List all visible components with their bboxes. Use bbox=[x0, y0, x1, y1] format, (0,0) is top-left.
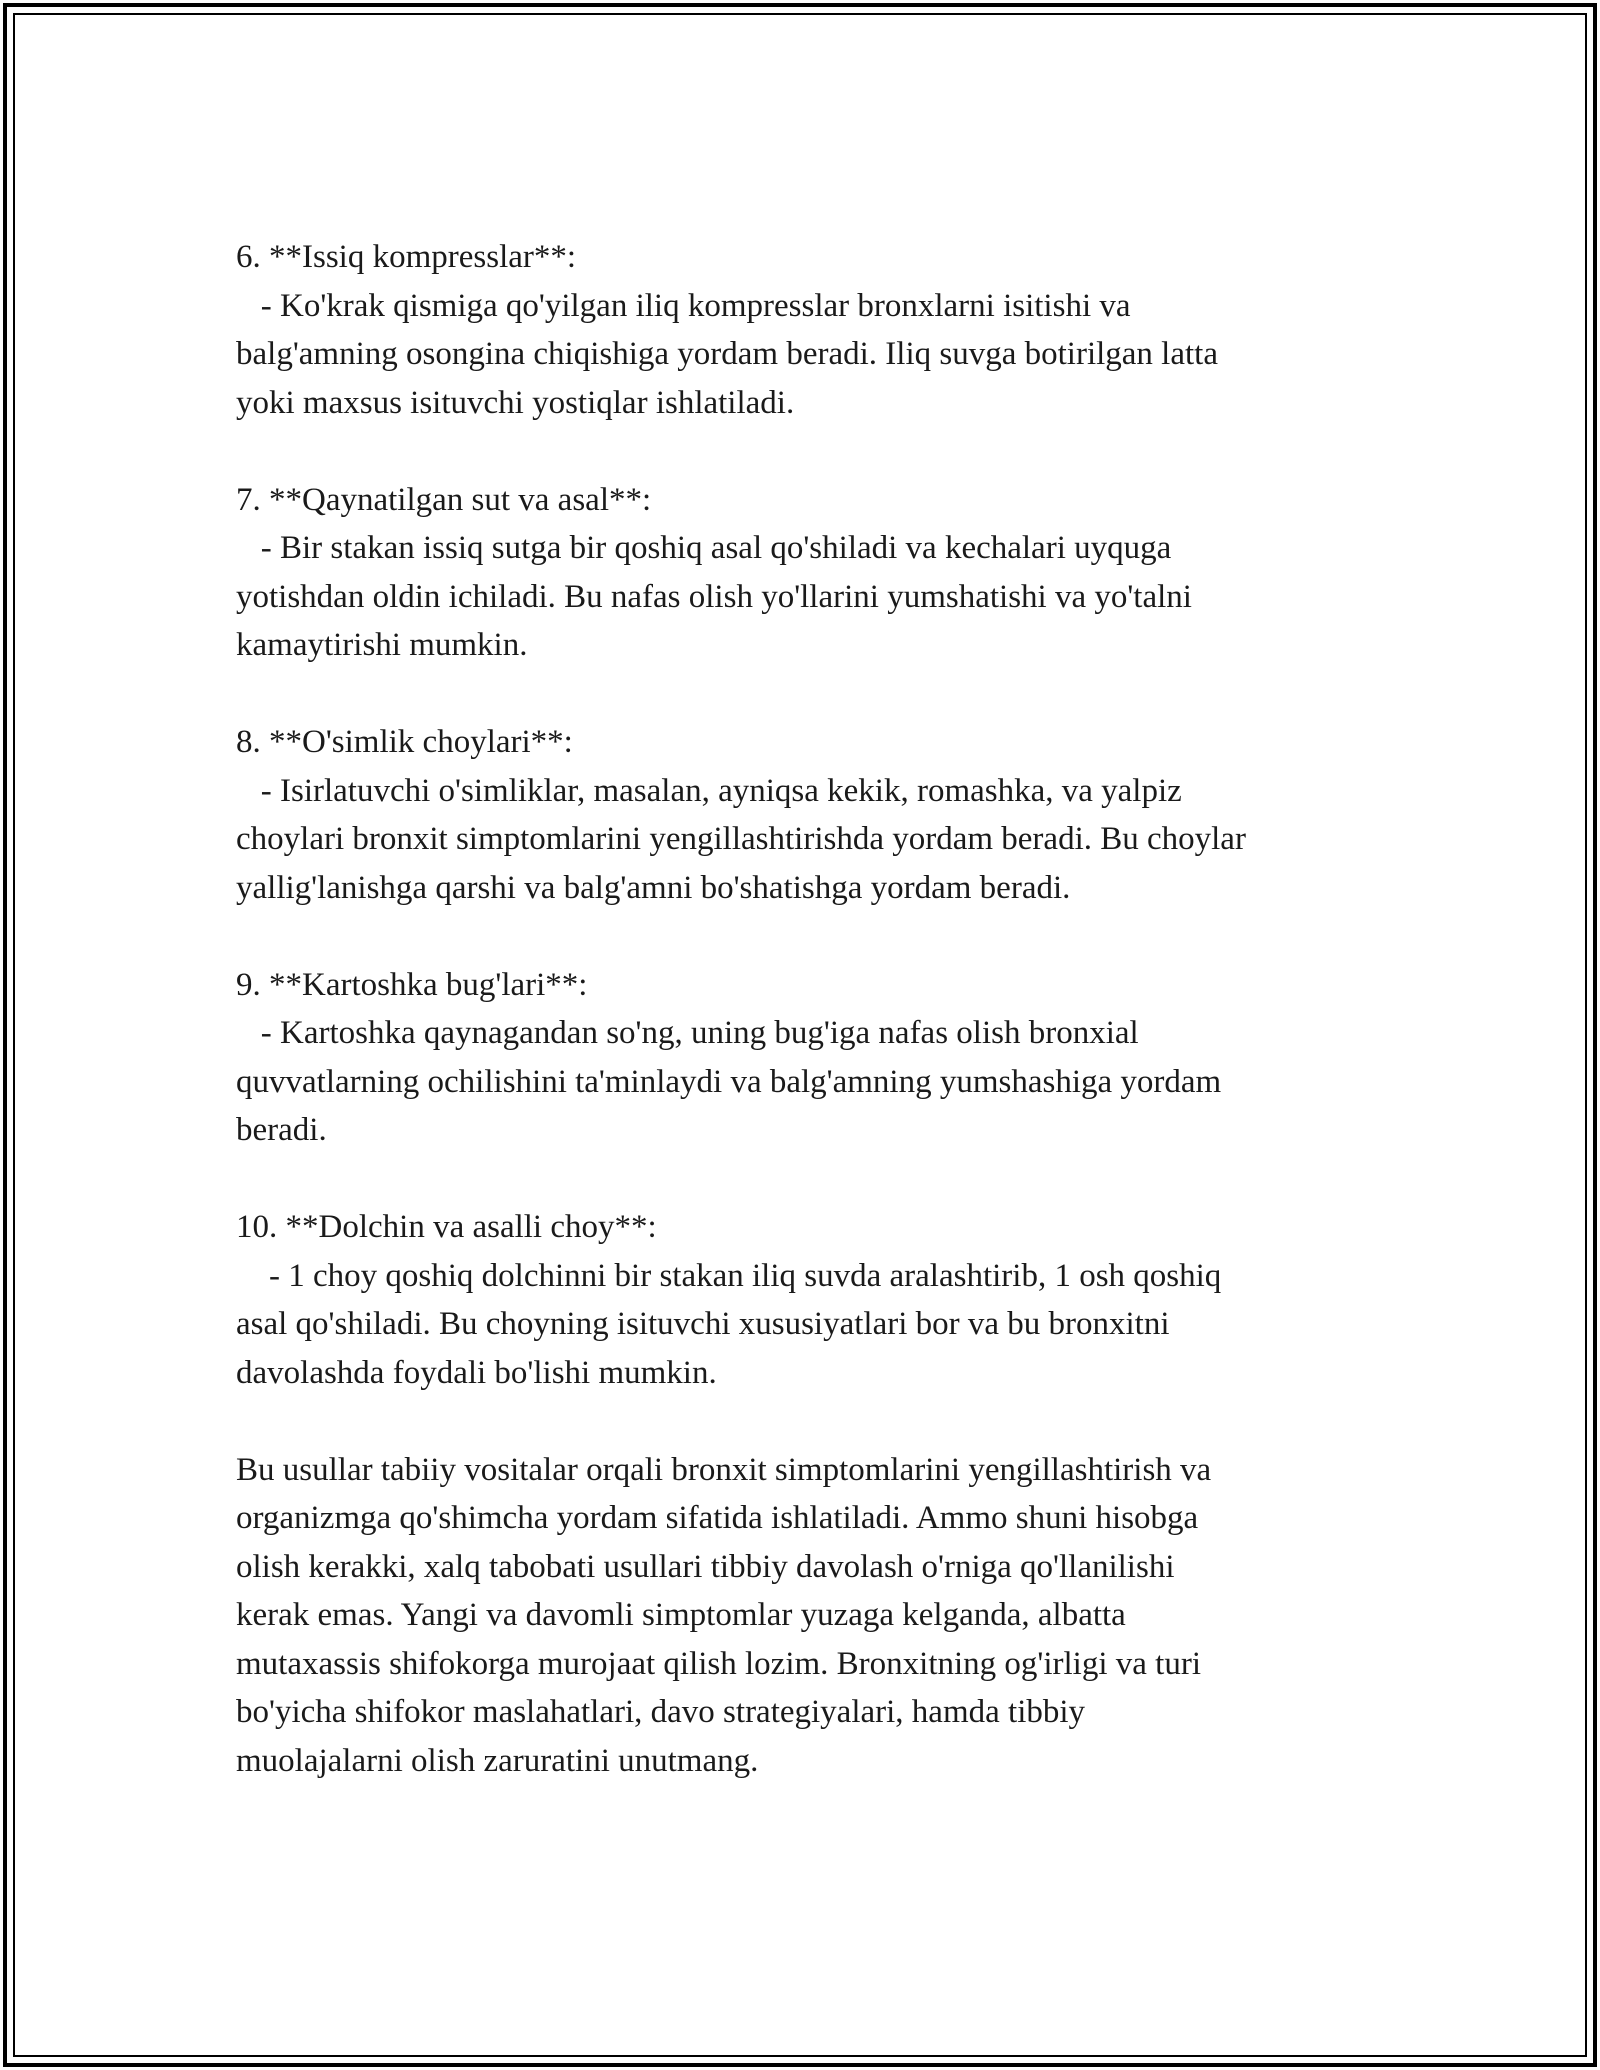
conclusion-paragraph bbox=[236, 1446, 1376, 1786]
list-item bbox=[236, 718, 1376, 912]
item-body: - Kartoshka qaynagandan so'ng, uning bug'iga nafas olish bronxial quvvatlarning ochilishini ta'minlaydi va balg'amning yumshashiga yordam beradi. bbox=[236, 1015, 1222, 1148]
conclusion-text: Bu usullar tabiiy vositalar orqali bronxit simptomlarini yengillashtirish va organizmga qo'shimcha yordam sifatida ishlatiladi. Ammo shuni hisobga olish kerakki, xalq tabobati usullari tibbiy davolash o'rniga qo'llanilishi kerak emas. Yangi va davomli simptomlar yuzaga kelganda, albatta mutaxassis shifokorga murojaat qilish lozim. Bronxitning og'irligi va turi bo'yicha shifokor maslahatlari, davo strategiyalari, hamda tibbiy muolajalarni olish zaruratini unutmang. bbox=[236, 1451, 1212, 1779]
item-body: - Isirlatuvchi o'simliklar, masalan, ayniqsa kekik, romashka, va yalpiz choylari bronxit simptomlarini yengillashtirishda yordam beradi. Bu choylar yallig'lanishga qarshi va balg'amni bo'shatishga yordam beradi. bbox=[236, 772, 1246, 906]
item-heading: 7. **Qaynatilgan sut va asal**: bbox=[236, 481, 652, 518]
item-heading: 9. **Kartoshka bug'lari**: bbox=[236, 966, 588, 1003]
item-heading: 6. **Issiq kompresslar**: bbox=[236, 239, 577, 275]
list-item bbox=[236, 961, 1376, 1155]
list-item bbox=[236, 476, 1376, 670]
item-body: - Ko'krak qismiga qo'yilgan iliq kompresslar bronxlarni isitishi va balg'amning osongina chiqishiga yordam beradi. Iliq suvga botirilgan latta yoki maxsus isituvchi yostiqlar ishlatiladi. bbox=[236, 287, 1218, 421]
item-body: - Bir stakan issiq sutga bir qoshiq asal qo'shiladi va kechalari uyquga yotishdan oldin ichiladi. Bu nafas olish yo'llarini yumshatishi va yo'talni kamaytirishi mumkin. bbox=[236, 530, 1192, 663]
item-heading: 10. **Dolchin va asalli choy**: bbox=[236, 1209, 657, 1245]
item-heading: 8. **O'simlik choylari**: bbox=[236, 724, 573, 760]
list-item bbox=[236, 233, 1376, 427]
item-body: - 1 choy qoshiq dolchinni bir stakan iliq suvda aralashtirib, 1 osh qoshiq asal qo'shiladi. Bu choyning isituvchi xususiyatlari bor va bu bronxitni davolashda foydali bo'lishi mumkin. bbox=[236, 1257, 1222, 1391]
list-item bbox=[236, 1203, 1376, 1397]
document-body bbox=[236, 233, 1376, 1834]
